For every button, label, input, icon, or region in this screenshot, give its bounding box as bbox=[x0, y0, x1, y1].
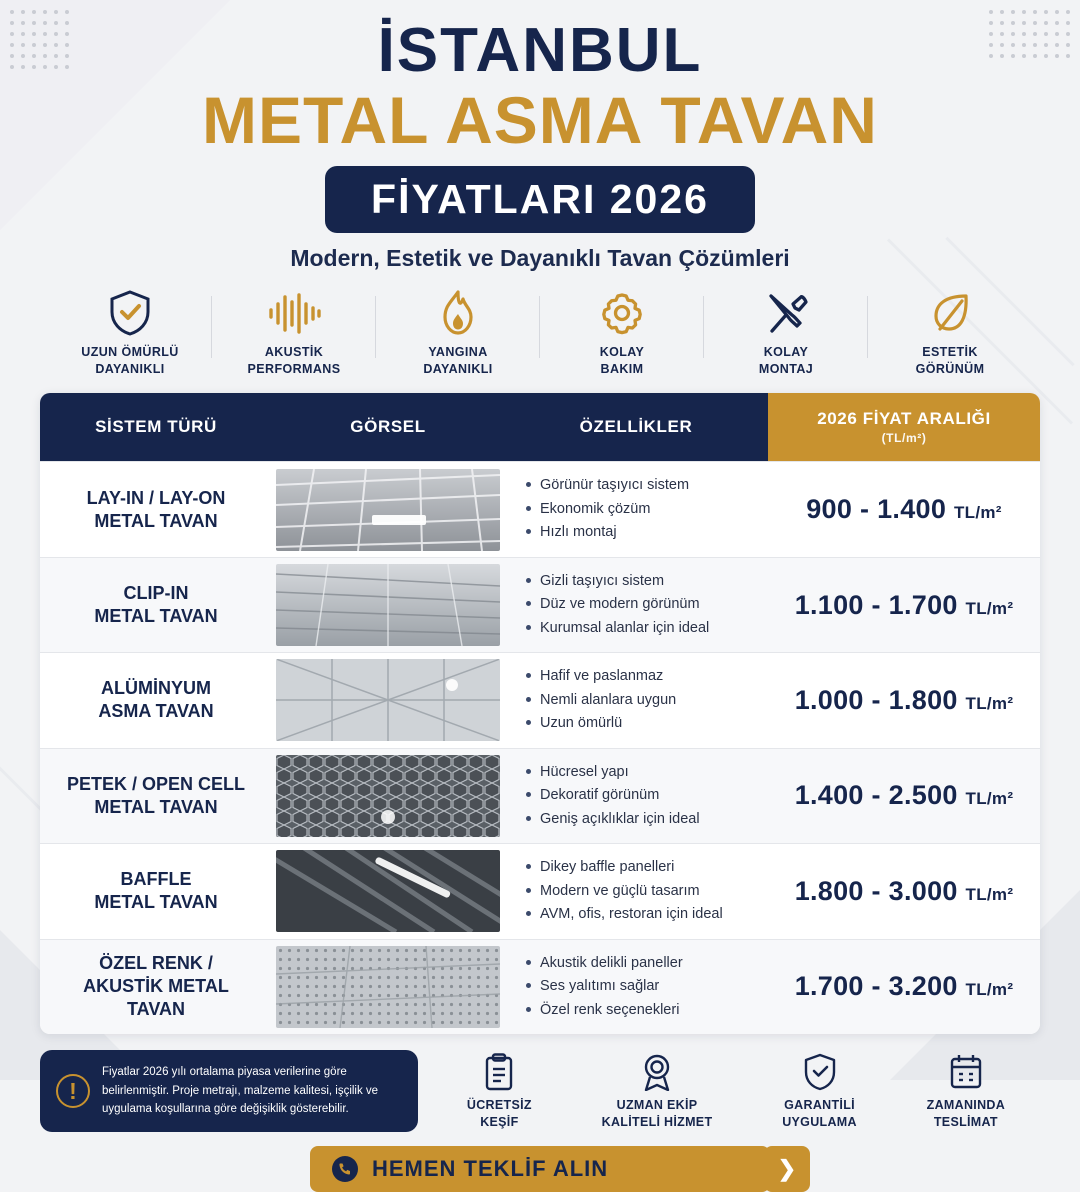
system-type-cell: PETEK / OPEN CELL METAL TAVAN bbox=[40, 748, 272, 843]
features-cell bbox=[504, 939, 768, 1034]
feature-bullet: Dekoratif görünüm bbox=[526, 784, 754, 807]
image-cell bbox=[272, 461, 504, 556]
feature-bullet: Hafif ve paslanmaz bbox=[526, 665, 754, 688]
features-cell bbox=[504, 557, 768, 652]
features-cell bbox=[504, 652, 768, 747]
table-header-row bbox=[40, 393, 1040, 461]
image-cell bbox=[272, 652, 504, 747]
feature-item-easy-maintenance bbox=[540, 290, 704, 377]
table-row bbox=[40, 748, 1040, 843]
trust-label-line1: GARANTİLİ bbox=[784, 1098, 855, 1113]
feature-item-easy-install bbox=[704, 290, 868, 377]
price-cell: 1.800 - 3.000 TL/m² bbox=[768, 843, 1040, 938]
table-row bbox=[40, 557, 1040, 652]
feature-bullet: Gizli taşıyıcı sistem bbox=[526, 570, 754, 593]
price-cell: 1.000 - 1.800 TL/m² bbox=[768, 652, 1040, 747]
feature-item-acoustic bbox=[212, 290, 376, 377]
image-cell bbox=[272, 748, 504, 843]
poster-header bbox=[40, 0, 1040, 272]
column-header-system-type: SİSTEM TÜRÜ bbox=[40, 393, 272, 461]
trust-label-line2: KEŞİF bbox=[480, 1114, 519, 1129]
price-cell: 1.700 - 3.200 TL/m² bbox=[768, 939, 1040, 1034]
page-subtitle: Modern, Estetik ve Dayanıklı Tavan Çözümleri bbox=[290, 245, 790, 272]
shield-icon bbox=[782, 1052, 857, 1092]
trust-label-line1: UZMAN EKİP bbox=[616, 1098, 698, 1113]
price-table bbox=[40, 393, 1040, 1034]
aluminum-ceiling-photo bbox=[276, 659, 500, 741]
feature-label-line1: UZUN ÖMÜRLÜ bbox=[81, 345, 179, 360]
feature-label-line1: KOLAY bbox=[599, 345, 645, 360]
chevron-right-icon[interactable]: ❯ bbox=[764, 1146, 810, 1192]
feature-bullet: Hızlı montaj bbox=[526, 521, 754, 544]
feature-strip bbox=[48, 290, 1032, 377]
table-row bbox=[40, 843, 1040, 938]
perforated-acoustic-ceiling-photo bbox=[276, 946, 500, 1028]
image-cell bbox=[272, 557, 504, 652]
feature-bullet: Görünür taşıyıcı sistem bbox=[526, 474, 754, 497]
feature-bullet: AVM, ofis, restoran için ideal bbox=[526, 903, 754, 926]
title-badge bbox=[325, 166, 755, 233]
column-header-image: GÖRSEL bbox=[272, 393, 504, 461]
feature-bullet: Ses yalıtımı sağlar bbox=[526, 975, 754, 998]
feature-item-durability bbox=[48, 290, 212, 377]
cta-button[interactable] bbox=[310, 1146, 797, 1192]
phone-icon bbox=[332, 1156, 358, 1182]
trust-item-free-survey bbox=[463, 1052, 536, 1130]
column-header-features: ÖZELLİKLER bbox=[504, 393, 768, 461]
trust-strip bbox=[432, 1052, 1040, 1130]
open-cell-ceiling-photo bbox=[276, 755, 500, 837]
feature-label-line1: ESTETİK bbox=[922, 345, 978, 360]
system-type-cell: ÖZEL RENK / AKUSTİK METAL TAVAN bbox=[40, 939, 272, 1034]
disclaimer-note bbox=[40, 1050, 418, 1132]
trust-label-line2: KALİTELİ HİZMET bbox=[601, 1114, 713, 1129]
exclamation-icon: ! bbox=[56, 1074, 90, 1108]
disclaimer-text: Fiyatlar 2026 yılı ortalama piyasa verilerine göre belirlenmiştir. Proje metrajı, malzeme kalitesi, işçilik ve uygulama koşullarına göre değişiklik gösterebilir. bbox=[102, 1066, 379, 1116]
column-header-price-range: 2026 FİYAT ARALIĞI (TL/m²) bbox=[768, 393, 1040, 461]
feature-bullet: Kurumsal alanlar için ideal bbox=[526, 617, 754, 640]
bottom-section bbox=[40, 1050, 1040, 1132]
flame-icon bbox=[382, 290, 534, 336]
feature-bullet: Ekonomik çözüm bbox=[526, 498, 754, 521]
system-type-cell: LAY-IN / LAY-ON METAL TAVAN bbox=[40, 461, 272, 556]
feature-bullet: Dikey baffle panelleri bbox=[526, 856, 754, 879]
feature-bullet: Özel renk seçenekleri bbox=[526, 999, 754, 1022]
system-type-cell: BAFFLE METAL TAVAN bbox=[40, 843, 272, 938]
feature-label-line1: KOLAY bbox=[763, 345, 809, 360]
image-cell bbox=[272, 939, 504, 1034]
trust-item-on-time bbox=[923, 1052, 1009, 1130]
feature-item-aesthetic bbox=[868, 290, 1032, 377]
system-type-cell: CLIP-IN METAL TAVAN bbox=[40, 557, 272, 652]
trust-item-expert-team bbox=[598, 1052, 717, 1130]
calendar-icon bbox=[927, 1052, 1005, 1092]
trust-item-guaranteed bbox=[778, 1052, 861, 1130]
table-row bbox=[40, 461, 1040, 556]
feature-label-line1: YANGINA bbox=[428, 345, 488, 360]
feature-label-line2: MONTAJ bbox=[758, 361, 814, 376]
feature-label-line2: GÖRÜNÜM bbox=[915, 361, 985, 376]
gear-icon bbox=[546, 290, 698, 336]
feature-label-line2: DAYANIKLI bbox=[423, 361, 493, 376]
feature-bullet: Hücresel yapı bbox=[526, 761, 754, 784]
feature-item-fire-resistant bbox=[376, 290, 540, 377]
title-badge-label: FİYATLARI 2026 bbox=[371, 176, 709, 223]
lay-in-ceiling-photo bbox=[276, 469, 500, 551]
features-cell bbox=[504, 461, 768, 556]
trust-label-line2: TESLİMAT bbox=[933, 1114, 998, 1129]
feature-bullet: Düz ve modern görünüm bbox=[526, 593, 754, 616]
trust-label-line1: ÜCRETSİZ bbox=[466, 1098, 532, 1113]
trust-label-line1: ZAMANINDA bbox=[926, 1098, 1006, 1113]
system-type-cell: ALÜMİNYUM ASMA TAVAN bbox=[40, 652, 272, 747]
clipboard-icon bbox=[467, 1052, 532, 1092]
tools-icon bbox=[710, 290, 862, 336]
feature-label-line2: BAKIM bbox=[600, 361, 644, 376]
shield-check-icon bbox=[54, 290, 206, 336]
feature-label-line1: AKUSTİK bbox=[264, 345, 324, 360]
features-cell bbox=[504, 748, 768, 843]
trust-label-line2: UYGULAMA bbox=[782, 1114, 857, 1129]
features-cell bbox=[504, 843, 768, 938]
table-row bbox=[40, 939, 1040, 1034]
page-title-line2: METAL ASMA TAVAN bbox=[202, 83, 878, 158]
baffle-ceiling-photo bbox=[276, 850, 500, 932]
feature-label-line2: PERFORMANS bbox=[247, 361, 341, 376]
price-cell: 900 - 1.400 TL/m² bbox=[768, 461, 1040, 556]
medal-icon bbox=[602, 1052, 713, 1092]
table-row bbox=[40, 652, 1040, 747]
feature-bullet: Modern ve güçlü tasarım bbox=[526, 880, 754, 903]
price-unit-header: (TL/m²) bbox=[881, 431, 927, 446]
price-cell: 1.400 - 2.500 TL/m² bbox=[768, 748, 1040, 843]
price-cell: 1.100 - 1.700 TL/m² bbox=[768, 557, 1040, 652]
soundwave-icon bbox=[218, 290, 370, 336]
feature-bullet: Uzun ömürlü bbox=[526, 712, 754, 735]
feature-bullet: Akustik delikli paneller bbox=[526, 952, 754, 975]
page-title-line1: İSTANBUL bbox=[377, 16, 703, 85]
feature-bullet: Nemli alanlara uygun bbox=[526, 689, 754, 712]
leaf-icon bbox=[874, 290, 1026, 336]
cta-label: HEMEN TEKLİF ALIN bbox=[372, 1155, 609, 1181]
feature-bullet: Geniş açıklıklar için ideal bbox=[526, 808, 754, 831]
clip-in-ceiling-photo bbox=[276, 564, 500, 646]
image-cell bbox=[272, 843, 504, 938]
feature-label-line2: DAYANIKLI bbox=[95, 361, 165, 376]
